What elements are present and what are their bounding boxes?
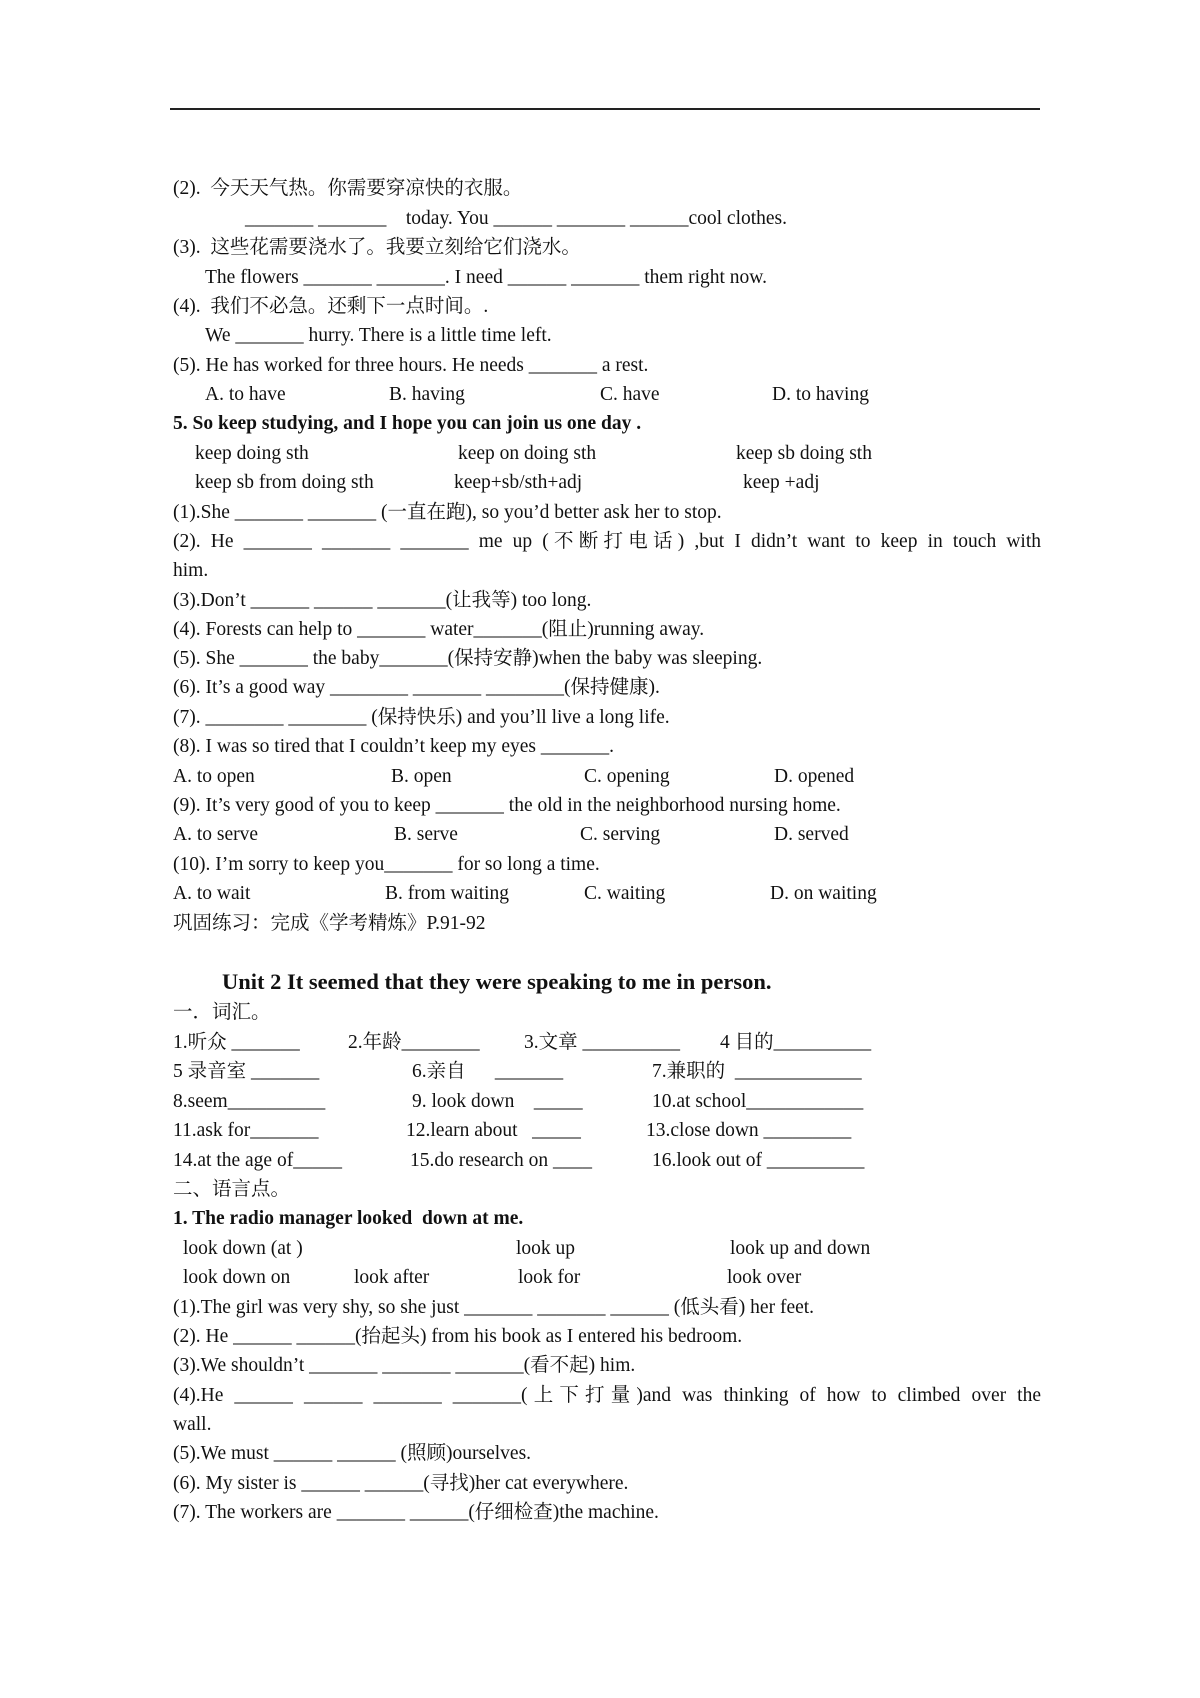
vocab-item: 16.look out of __________ — [652, 1150, 865, 1171]
language-points-heading: 二、语言点。 — [173, 1179, 291, 1200]
section5-heading: 5. So keep studying, and I hope you can join us one day . — [173, 413, 642, 434]
unit2-title: Unit 2 It seemed that they were speaking to me in person. — [222, 969, 772, 994]
exercise-q3-chinese: (3). 这些花需要浇水了。我要立刻给它们浇水。 — [173, 237, 581, 258]
point1-q4: (4).He ______ ______ _______ _______(上下打量)and was thinking of how to climbed over the — [173, 1385, 1041, 1406]
section5-q2: (2). He _______ _______ _______ me up (不断打电话) ,but I didn’t want to keep in touch with — [173, 531, 1041, 552]
exercise-q2-english: _______ _______ today. You ______ _______ ______cool clothes. — [245, 208, 788, 229]
vocab-item: 6.亲自 _______ — [412, 1061, 564, 1082]
option: C. waiting — [584, 883, 666, 904]
vocab-item: 9. look down _____ — [412, 1091, 583, 1112]
phrase: keep doing sth — [195, 443, 309, 464]
exercise-q5: (5). He has worked for three hours. He needs _______ a rest. — [173, 355, 649, 376]
point1-q3: (3).We shouldn’t _______ _______ _______(看不起) him. — [173, 1355, 636, 1376]
point1-q2: (2). He ______ ______(抬起头) from his book as I entered his bedroom. — [173, 1326, 743, 1347]
vocab-item: 1.听众 _______ — [173, 1032, 300, 1053]
phrase: keep sb doing sth — [736, 443, 872, 464]
vocab-item: 7.兼职的 _____________ — [652, 1061, 862, 1082]
phrase: look down on — [183, 1267, 291, 1288]
option: D. to having — [772, 384, 869, 405]
section5-q2-continued: him. — [173, 560, 209, 581]
point1-heading: 1. The radio manager looked down at me. — [173, 1208, 524, 1229]
section5-q8: (8). I was so tired that I couldn’t keep my eyes _______. — [173, 736, 614, 757]
vocab-item: 2.年龄________ — [348, 1032, 480, 1053]
section5-q5: (5). She _______ the baby_______(保持安静)when the baby was sleeping. — [173, 648, 763, 669]
point1-q5: (5).We must ______ ______ (照顾)ourselves. — [173, 1443, 532, 1464]
option: C. have — [600, 384, 660, 405]
section5-q9: (9). It’s very good of you to keep _______ the old in the neighborhood nursing home. — [173, 795, 841, 816]
vocab-item: 8.seem__________ — [173, 1091, 326, 1112]
consolidation-note: 巩固练习：完成《学考精炼》P.91-92 — [173, 913, 486, 934]
option: D. served — [774, 824, 849, 845]
phrase: look for — [518, 1267, 581, 1288]
vocab-heading: 一．词汇。 — [173, 1002, 271, 1023]
phrase: keep sb from doing sth — [195, 472, 374, 493]
option: A. to have — [205, 384, 286, 405]
phrase: look over — [727, 1267, 802, 1288]
point1-q1: (1).The girl was very shy, so she just _______ _______ ______ (低头看) her feet. — [173, 1297, 815, 1318]
vocab-item: 5 录音室 _______ — [173, 1061, 320, 1082]
phrase: look up — [516, 1238, 576, 1259]
phrase: keep+sb/sth+adj — [454, 472, 583, 493]
option: C. opening — [584, 766, 670, 787]
vocab-item: 4 目的__________ — [720, 1032, 872, 1053]
option: D. opened — [774, 766, 855, 787]
phrase: look down (at ) — [183, 1238, 303, 1259]
option: A. to wait — [173, 883, 251, 904]
phrase: look after — [354, 1267, 430, 1288]
vocab-item: 11.ask for_______ — [173, 1120, 319, 1141]
option: A. to open — [173, 766, 255, 787]
phrase: look up and down — [730, 1238, 871, 1259]
option: B. serve — [394, 824, 458, 845]
section5-q4: (4). Forests can help to _______ water_______(阻止)running away. — [173, 619, 705, 640]
option: B. from waiting — [385, 883, 510, 904]
option: D. on waiting — [770, 883, 877, 904]
vocab-item: 15.do research on ____ — [410, 1150, 592, 1171]
section5-q3: (3).Don’t ______ ______ _______(让我等) too long. — [173, 590, 592, 611]
header-rule — [170, 108, 1040, 110]
section5-q7: (7). ________ ________ (保持快乐) and you’ll live a long life. — [173, 707, 670, 728]
vocab-item: 13.close down _________ — [646, 1120, 852, 1141]
exercise-q4-english: We _______ hurry. There is a little time left. — [205, 325, 552, 346]
exercise-q3-english: The flowers _______ _______. I need ______ _______ them right now. — [205, 267, 767, 288]
section5-q6: (6). It’s a good way ________ _______ ________(保持健康). — [173, 677, 660, 698]
point1-q6: (6). My sister is ______ ______(寻找)her cat everywhere. — [173, 1473, 629, 1494]
exercise-q2-chinese: (2). 今天天气热。你需要穿凉快的衣服。 — [173, 178, 523, 199]
vocab-item: 14.at the age of_____ — [173, 1150, 342, 1171]
phrase: keep +adj — [743, 472, 820, 493]
option: B. open — [391, 766, 452, 787]
exercise-q4-chinese: (4). 我们不必急。还剩下一点时间。. — [173, 296, 489, 317]
option: A. to serve — [173, 824, 259, 845]
point1-q4-continued: wall. — [173, 1414, 212, 1435]
vocab-item: 10.at school____________ — [652, 1091, 864, 1112]
vocab-item: 12.learn about _____ — [406, 1120, 581, 1141]
section5-q10: (10). I’m sorry to keep you_______ for so long a time. — [173, 854, 600, 875]
option: C. serving — [580, 824, 661, 845]
option: B. having — [389, 384, 465, 405]
vocab-item: 3.文章 __________ — [524, 1032, 681, 1053]
point1-q7: (7). The workers are _______ ______(仔细检查)the machine. — [173, 1502, 659, 1523]
section5-q1: (1).She _______ _______ (一直在跑), so you’d better ask her to stop. — [173, 502, 722, 523]
phrase: keep on doing sth — [458, 443, 597, 464]
